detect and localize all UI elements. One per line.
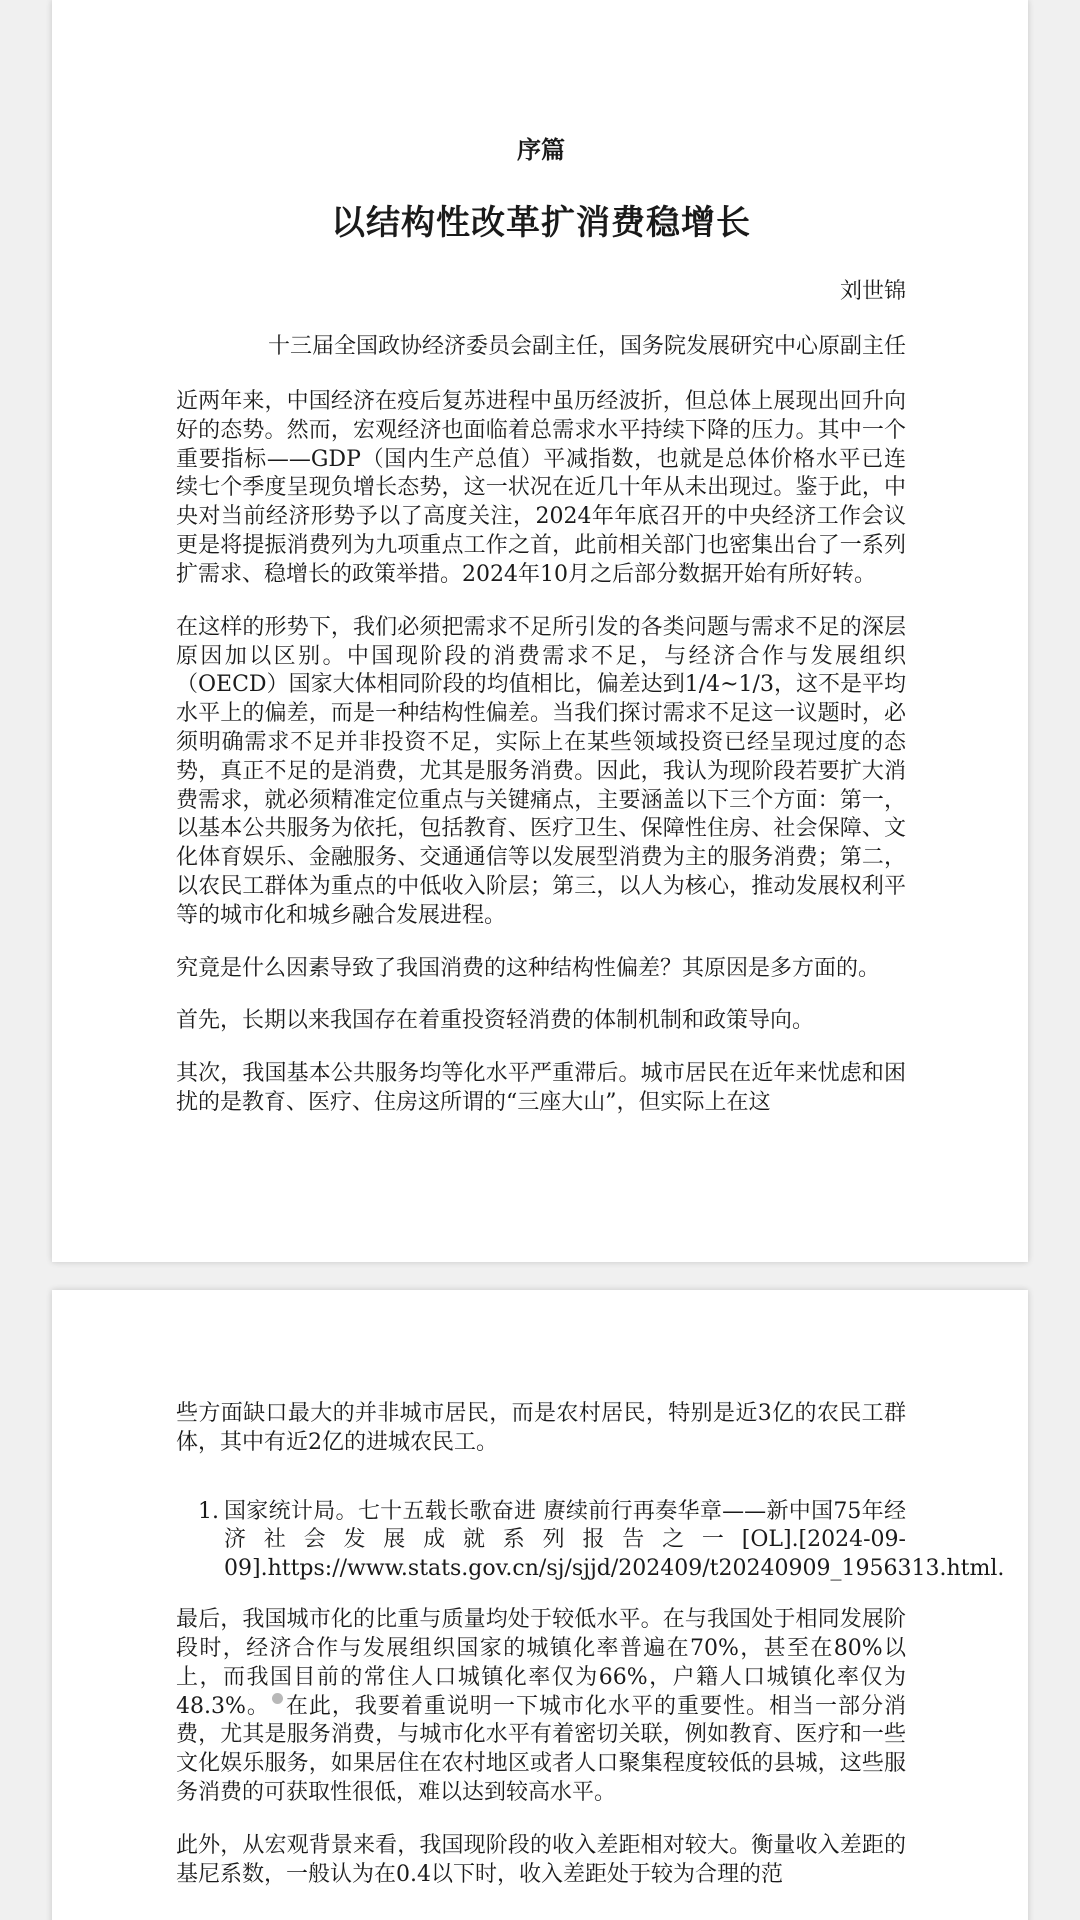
footnote-text: 国家统计局。七十五载长歌奋进 赓续前行再奏华章——新中国75年经济社会发展成就系列报告之一[OL].[2024-09-09].https://www.stats.gov.cn/sj/sjjd/202409/t20240909_1956313.html. xyxy=(224,1498,1005,1582)
body-paragraph: 首先，长期以来我国存在着重投资轻消费的体制机制和政策导向。 xyxy=(176,1008,815,1034)
footnote-reference-marker[interactable] xyxy=(272,1693,283,1704)
body-paragraph: 究竟是什么因素导致了我国消费的这种结构性偏差？其原因是多方面的。 xyxy=(176,955,881,981)
article-title: 以结构性改革扩消费稳增长 xyxy=(331,203,751,243)
continued-paragraph: 些方面缺口最大的并非城市居民，而是农村居民，特别是近3亿的农民工群体，其中有近2亿的进城农民工。 xyxy=(176,1401,906,1455)
body-paragraph: 其次，我国基本公共服务均等化水平严重滞后。城市居民在近年来忧虑和困扰的是教育、医疗、住房这所谓的“三座大山”，但实际上在这 xyxy=(176,1061,906,1116)
section-label: 序篇 xyxy=(517,135,565,164)
author-name: 刘世锦 xyxy=(839,279,906,304)
paragraph-text: 在此，我要着重说明一下城市化水平的重要性。相当一部分消费，尤其是服务消费，与城市化水平有着密切关联，例如教育、医疗和一些文化娱乐服务，如果居住在农村地区或者人口聚集程度较低的县城，这些服务消费的可获取性很低，难以达到较高水平。 xyxy=(176,1693,906,1805)
paragraph-text: 最后，我国城市化的比重与质量均处于较低水平。在与我国处于相同发展阶段时，经济合作与发展组织国家的城镇化率普遍在70%，甚至在80%以上，而我国目前的常住人口城镇化率仅为66%，户籍人口城镇化率仅为48.3%。 xyxy=(176,1607,906,1719)
document-page-2 xyxy=(52,1290,1028,1920)
body-paragraph: 近两年来，中国经济在疫后复苏进程中虽历经波折，但总体上展现出回升向好的态势。然而，宏观经济也面临着总需求水平持续下降的压力。其中一个重要指标——GDP（国内生产总值）平减指数，也就是总体价格水平已连续七个季度呈现负增长态势，这一状况在近几十年从未出现过。鉴于此，中央对当前经济形势予以了高度关注，2024年年底召开的中央经济工作会议更是将提振消费列为九项重点工作之首，此前相关部门也密集出台了一系列扩需求、稳增长的政策举措。2024年10月之后部分数据开始有所好转。 xyxy=(176,389,906,587)
document-page-1 xyxy=(52,0,1028,1262)
author-affiliation: 十三届全国政协经济委员会副主任，国务院发展研究中心原副主任 xyxy=(267,334,906,359)
footnote-number: 1. xyxy=(198,1498,219,1524)
footnote-item xyxy=(198,1498,1005,1584)
body-paragraph xyxy=(176,1606,906,1808)
body-paragraph: 此外，从宏观背景来看，我国现阶段的收入差距相对较大。衡量收入差距的基尼系数，一般认为在0.4以下时，收入差距处于较为合理的范 xyxy=(176,1832,906,1887)
body-paragraph: 在这样的形势下，我们必须把需求不足所引发的各类问题与需求不足的深层原因加以区别。中国现阶段的消费需求不足，与经济合作与发展组织（OECD）国家大体相同阶段的均值相比，偏差达到1/4~1/3，这不是平均水平上的偏差，而是一种结构性偏差。当我们探讨需求不足这一议题时，必须明确需求不足并非投资不足，实际上在某些领域投资已经呈现过度的态势，真正不足的是消费，尤其是服务消费。因此，我认为现阶段若要扩大消费需求，就必须精准定位重点与关键痛点，主要涵盖以下三个方面：第一，以基本公共服务为依托，包括教育、医疗卫生、保障性住房、社会保障、文化体育娱乐、金融服务、交通通信等以发展型消费为主的服务消费；第二，以农民工群体为重点的中低收入阶层；第三，以人为核心，推动发展权利平等的城市化和城乡融合发展进程。 xyxy=(176,614,906,928)
footnote-list xyxy=(176,1498,1005,1584)
